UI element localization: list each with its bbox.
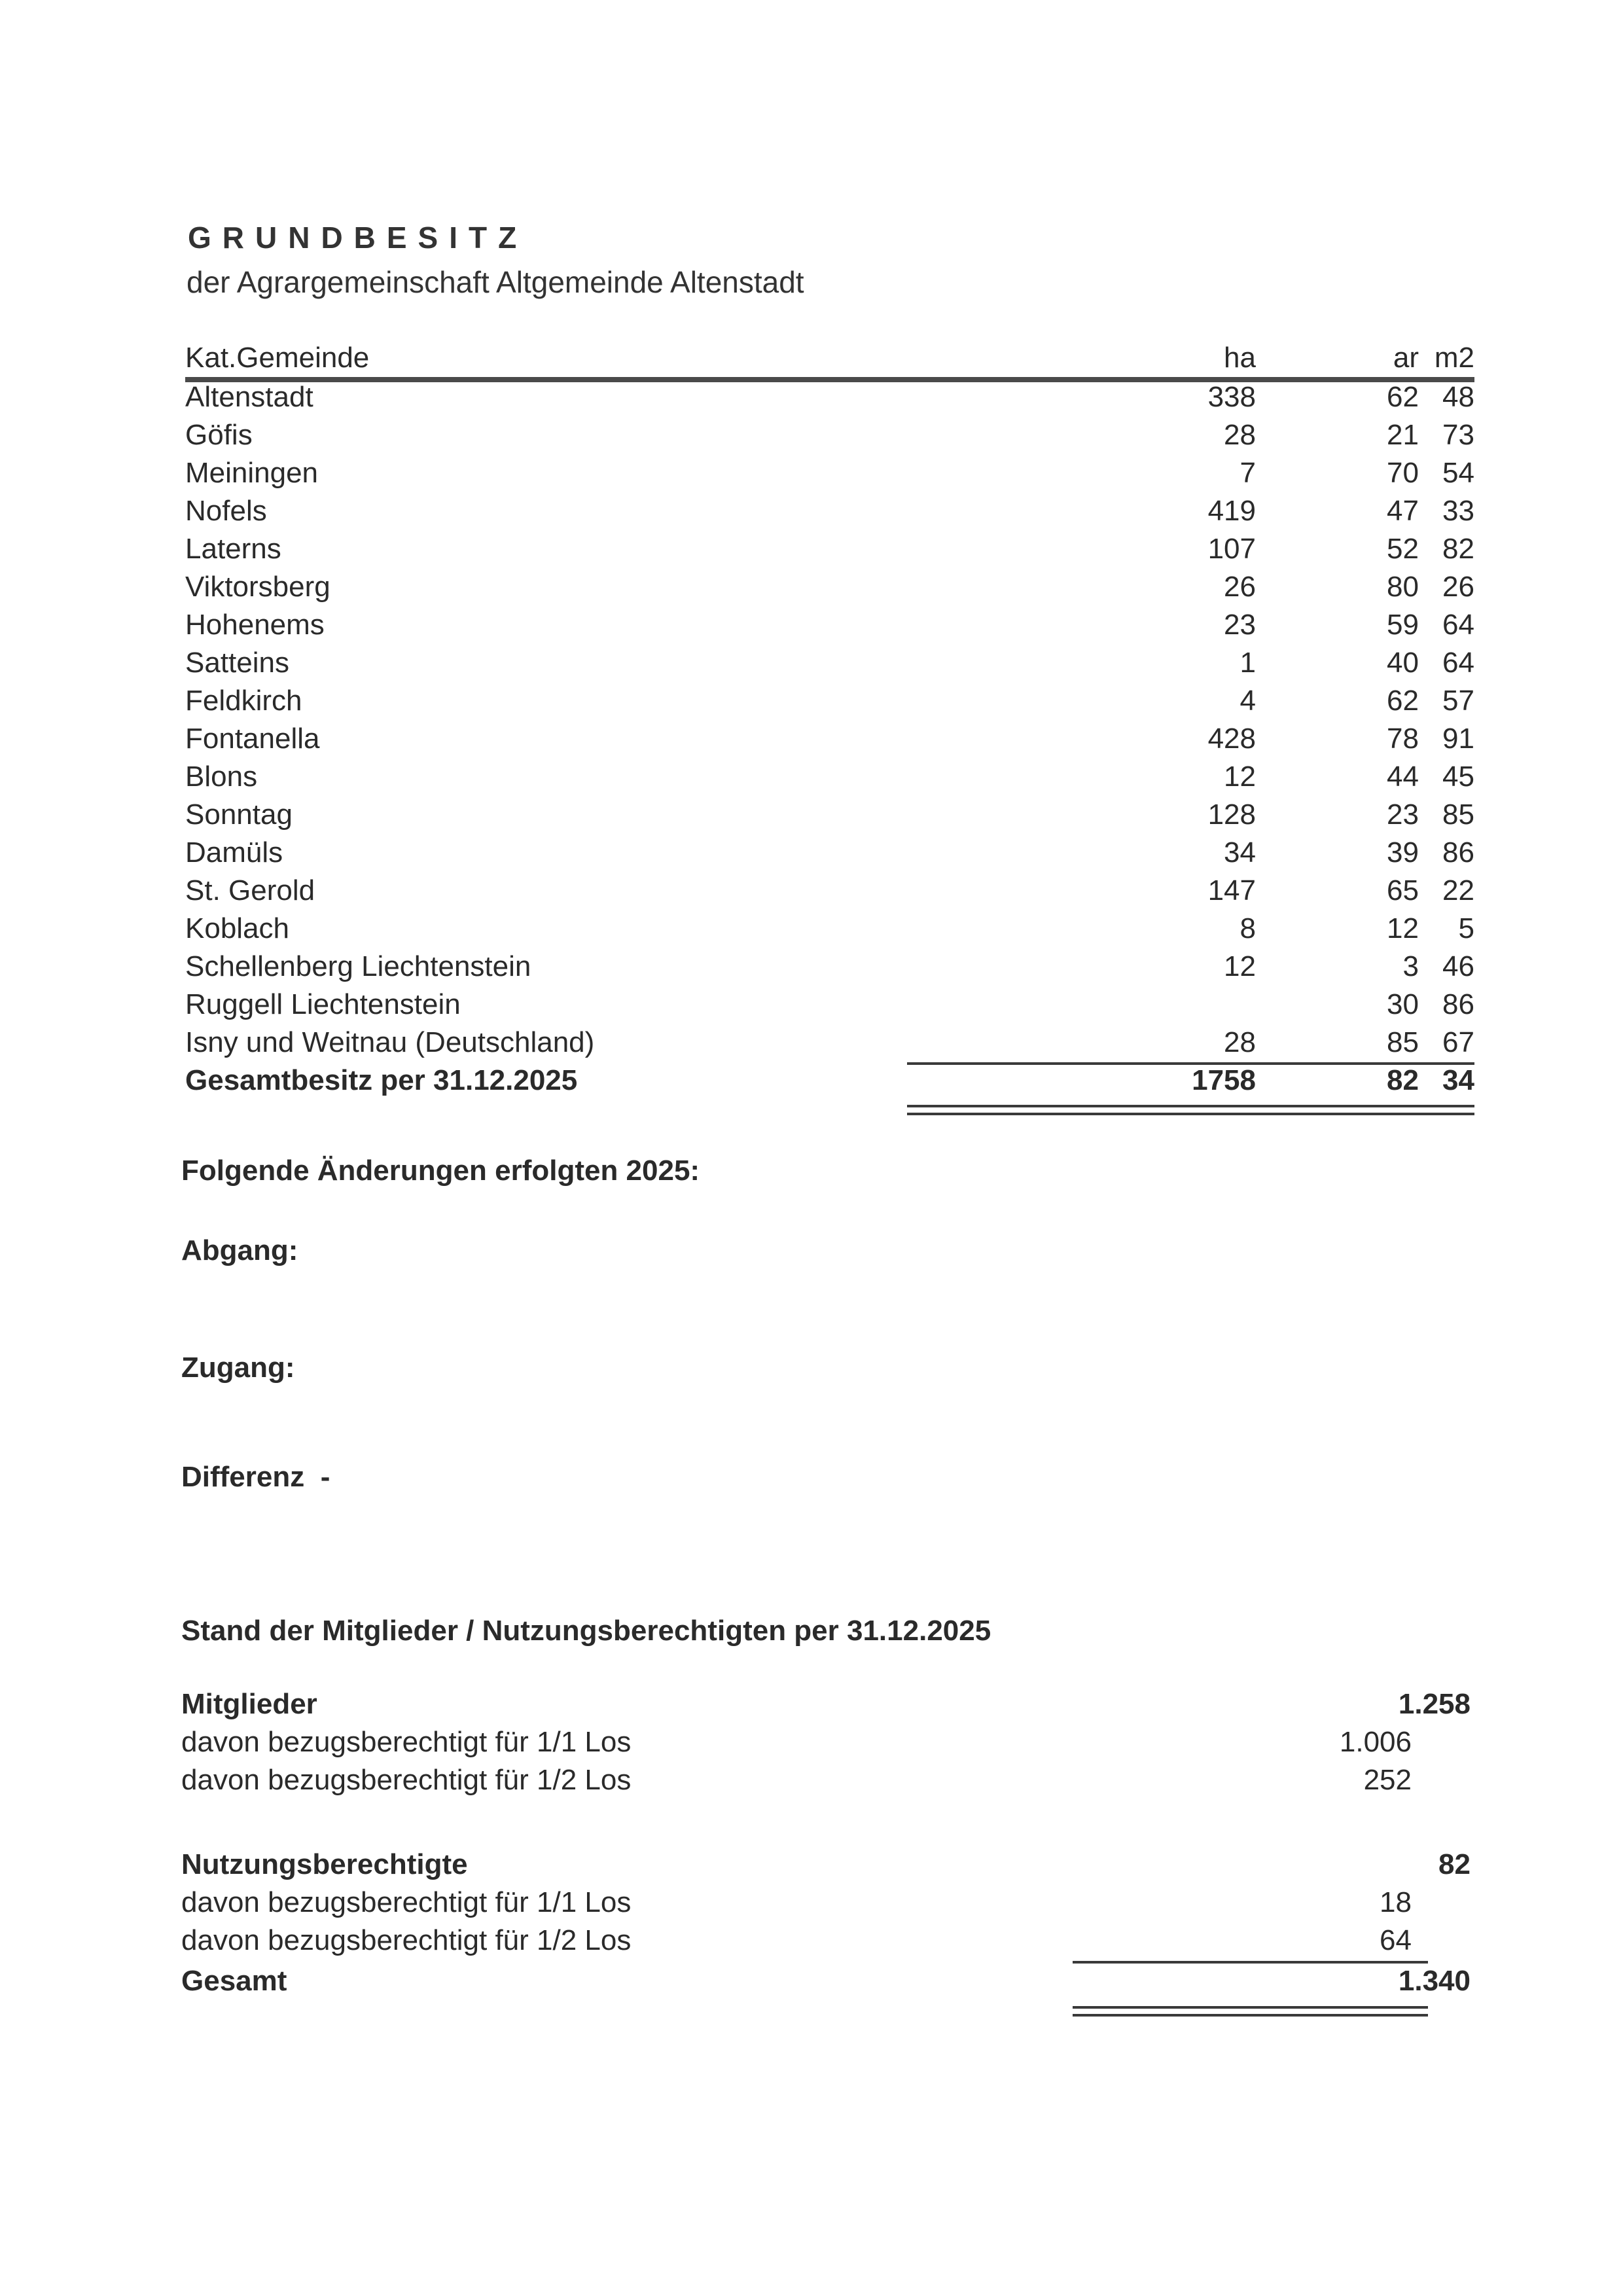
col-header-m2: m2 [1434,342,1474,374]
table-row [185,986,1474,1024]
row-name: Schellenberg Liechtenstein [185,950,531,982]
row-name: Viktorsberg [185,571,330,603]
row-ar: 78 [1387,723,1419,755]
row-ha: 23 [1224,609,1256,641]
row-ha: 28 [1224,1026,1256,1058]
row-name: Blons [185,761,258,793]
table-row [185,606,1474,644]
table-row [185,416,1474,454]
members-block [181,1685,1471,2026]
row-ar: 21 [1387,419,1419,451]
document-subtitle: der Agrargemeinschaft Altgemeinde Altenstadt [187,265,804,299]
mitglieder-total: 1.258 [1398,1688,1471,1720]
row-m2: 86 [1442,836,1474,869]
table-row [185,910,1474,948]
row-ar: 12 [1387,912,1419,944]
table-row [185,948,1474,986]
row-name: Koblach [185,912,290,944]
row-ar: 70 [1387,457,1419,489]
row-ar: 3 [1402,950,1419,982]
row-m2: 86 [1442,988,1474,1020]
row-m2: 22 [1442,874,1474,906]
item-label: davon bezugsberechtigt für 1/2 Los [181,1924,632,1956]
gesamt-double-line-2 [1073,2014,1428,2017]
row-ar: 62 [1387,685,1419,717]
row-ar: 59 [1387,609,1419,641]
table-header [185,339,1474,377]
gesamt-label: Gesamt [181,1965,287,1997]
row-ar: 47 [1387,495,1419,527]
table-row [185,492,1474,530]
mitglieder-label: Mitglieder [181,1688,317,1720]
row-m2: 67 [1442,1026,1474,1058]
table-row [185,454,1474,492]
table-body [185,378,1474,1098]
table-row [185,682,1474,720]
item-label: davon bezugsberechtigt für 1/1 Los [181,1726,632,1758]
row-m2: 26 [1442,571,1474,603]
row-ar: 30 [1387,988,1419,1020]
row-name: St. Gerold [185,874,315,906]
row-ar: 65 [1387,874,1419,906]
row-m2: 82 [1442,533,1474,565]
list-item [181,1761,1471,1799]
row-m2: 5 [1458,912,1474,944]
table-row [185,644,1474,682]
document-title: GRUNDBESITZ [188,221,528,255]
table-row [185,378,1474,416]
row-ha: 8 [1240,912,1256,944]
abgang-label: Abgang: [181,1234,298,1266]
row-name: Ruggell Liechtenstein [185,988,461,1020]
item-value: 1.006 [1339,1726,1412,1758]
differenz-label: Differenz - [181,1461,330,1493]
row-m2: 46 [1442,950,1474,982]
row-ha: 147 [1207,874,1256,906]
row-m2: 54 [1442,457,1474,489]
row-m2: 45 [1442,761,1474,793]
item-value: 64 [1380,1924,1412,1956]
row-ha: 7 [1240,457,1256,489]
col-header-ha: ha [1224,342,1256,374]
nutzungsberechtigte-total: 82 [1438,1848,1471,1880]
row-ar: 52 [1387,533,1419,565]
list-item [181,1884,1471,1922]
row-ha: 12 [1224,761,1256,793]
row-name: Göfis [185,419,253,451]
row-name: Altenstadt [185,381,313,413]
row-ha: 107 [1207,533,1256,565]
row-m2: 85 [1442,798,1474,831]
total-m2: 34 [1442,1064,1474,1096]
mitglieder-row [181,1685,1471,1723]
row-name: Hohenems [185,609,325,641]
row-name: Isny und Weitnau (Deutschland) [185,1026,595,1058]
gesamt-value: 1.340 [1398,1965,1471,1997]
item-label: davon bezugsberechtigt für 1/1 Los [181,1886,632,1918]
total-double-line-2 [907,1113,1474,1115]
row-name: Sonntag [185,798,293,831]
row-ar: 85 [1387,1026,1419,1058]
row-ar: 40 [1387,647,1419,679]
row-name: Damüls [185,836,283,869]
gesamt-row [181,1962,1471,2000]
row-ha: 428 [1207,723,1256,755]
gesamt-double-line-1 [1073,2006,1428,2009]
row-ar: 44 [1387,761,1419,793]
total-double-line-1 [907,1105,1474,1107]
row-ha: 338 [1207,381,1256,413]
row-ha: 4 [1240,685,1256,717]
row-name: Meiningen [185,457,319,489]
total-row [185,1062,1474,1100]
table-row [185,796,1474,834]
row-m2: 73 [1442,419,1474,451]
table-row [185,758,1474,796]
row-name: Satteins [185,647,289,679]
table-row [185,834,1474,872]
nutzungsberechtigte-row [181,1846,1471,1884]
row-ar: 80 [1387,571,1419,603]
row-ar: 62 [1387,381,1419,413]
total-ha: 1758 [1192,1064,1256,1096]
row-m2: 64 [1442,647,1474,679]
list-item [181,1723,1471,1761]
row-m2: 91 [1442,723,1474,755]
table-row [185,720,1474,758]
table-row [185,530,1474,568]
item-value: 18 [1380,1886,1412,1918]
table-row [185,568,1474,606]
col-header-ar: ar [1393,342,1419,374]
table-row [185,1024,1474,1062]
row-m2: 33 [1442,495,1474,527]
row-ha: 128 [1207,798,1256,831]
changes-heading: Folgende Änderungen erfolgten 2025: [181,1155,700,1187]
row-name: Feldkirch [185,685,302,717]
row-name: Laterns [185,533,281,565]
row-name: Nofels [185,495,267,527]
row-ha: 419 [1207,495,1256,527]
members-heading: Stand der Mitglieder / Nutzungsberechtigten per 31.12.2025 [181,1615,991,1647]
nutzungsberechtigte-label: Nutzungsberechtigte [181,1848,468,1880]
row-m2: 57 [1442,685,1474,717]
total-ar: 82 [1387,1064,1419,1096]
row-ar: 23 [1387,798,1419,831]
row-ha: 34 [1224,836,1256,869]
list-item [181,1922,1471,1960]
col-header-gemeinde: Kat.Gemeinde [185,342,370,374]
row-ha: 1 [1240,647,1256,679]
zugang-label: Zugang: [181,1352,295,1384]
item-value: 252 [1363,1764,1412,1796]
row-ha: 12 [1224,950,1256,982]
row-ha: 28 [1224,419,1256,451]
row-m2: 48 [1442,381,1474,413]
total-label: Gesamtbesitz per 31.12.2025 [185,1064,578,1096]
row-ha: 26 [1224,571,1256,603]
row-ar: 39 [1387,836,1419,869]
table-row [185,872,1474,910]
row-name: Fontanella [185,723,320,755]
row-m2: 64 [1442,609,1474,641]
item-label: davon bezugsberechtigt für 1/2 Los [181,1764,632,1796]
